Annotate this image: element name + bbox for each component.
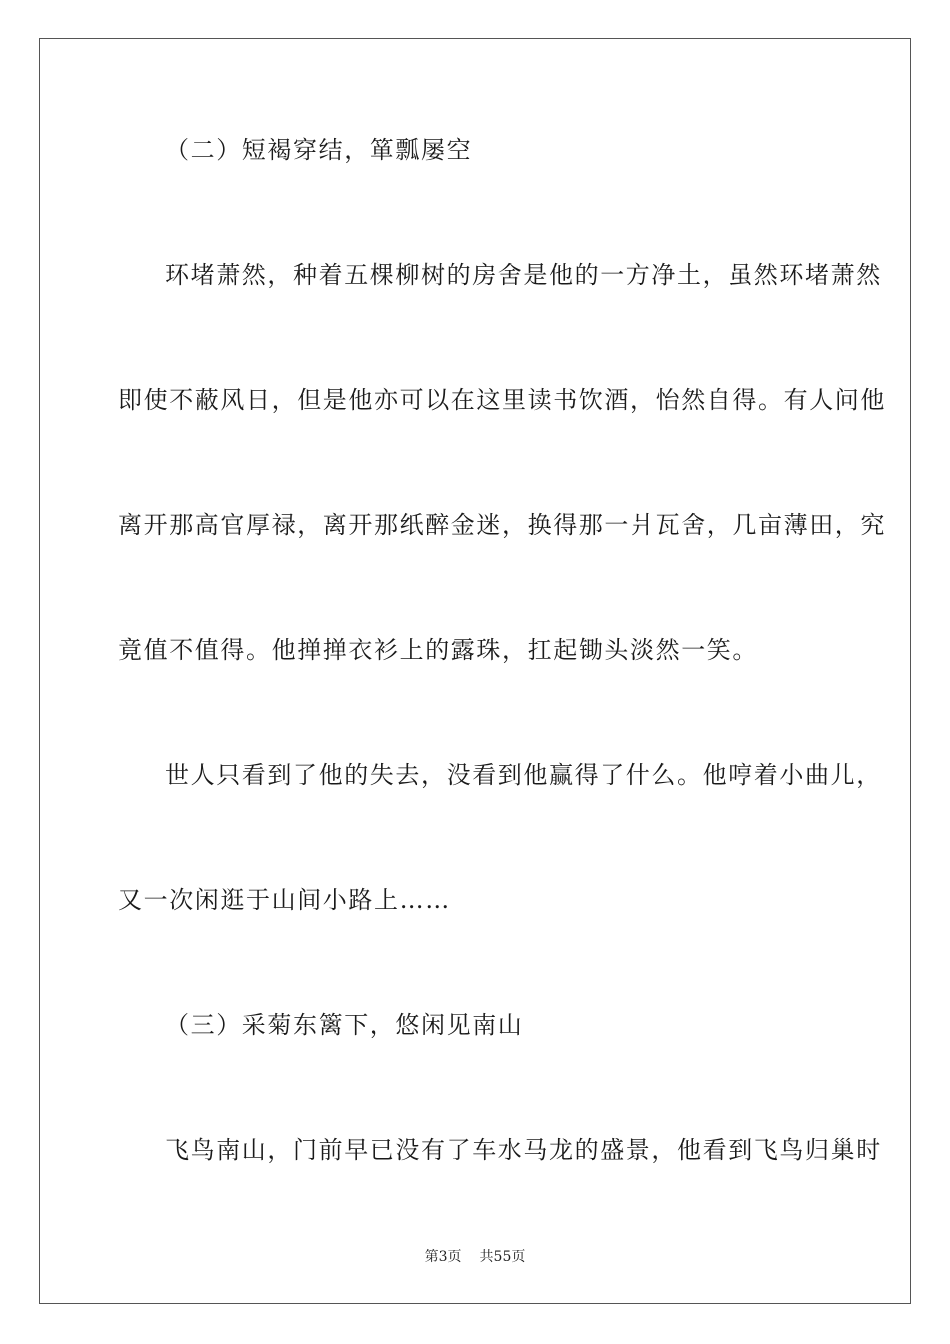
paragraph-line: 环堵萧然，种着五棵柳树的房舍是他的一方净土，虽然环堵萧然 — [165, 261, 882, 289]
page-total: 共55页 — [479, 1249, 526, 1265]
paragraph-line: 世人只看到了他的失去，没看到他赢得了什么。他哼着小曲儿， — [165, 761, 882, 789]
paragraph-line: 竟值不值得。他掸掸衣衫上的露珠，扛起锄头淡然一笑。 — [118, 636, 758, 664]
paragraph-line: 又一次闲逛于山间小路上…… — [118, 886, 451, 914]
section-heading-2: （二）短褐穿结，箪瓢屡空 — [165, 136, 473, 164]
section-heading-3: （三）采菊东篱下，悠闲见南山 — [165, 1011, 524, 1039]
page-border — [39, 38, 911, 1304]
page-number: 第3页 — [424, 1249, 462, 1265]
paragraph-line: 即使不蔽风日，但是他亦可以在这里读书饮酒，怡然自得。有人问他 — [118, 386, 886, 414]
page-footer — [0, 1248, 950, 1266]
paragraph-line: 离开那高官厚禄，离开那纸醉金迷，换得那一爿瓦舍，几亩薄田，究 — [118, 511, 886, 539]
paragraph-line: 飞鸟南山，门前早已没有了车水马龙的盛景，他看到飞鸟归巢时 — [165, 1136, 882, 1164]
